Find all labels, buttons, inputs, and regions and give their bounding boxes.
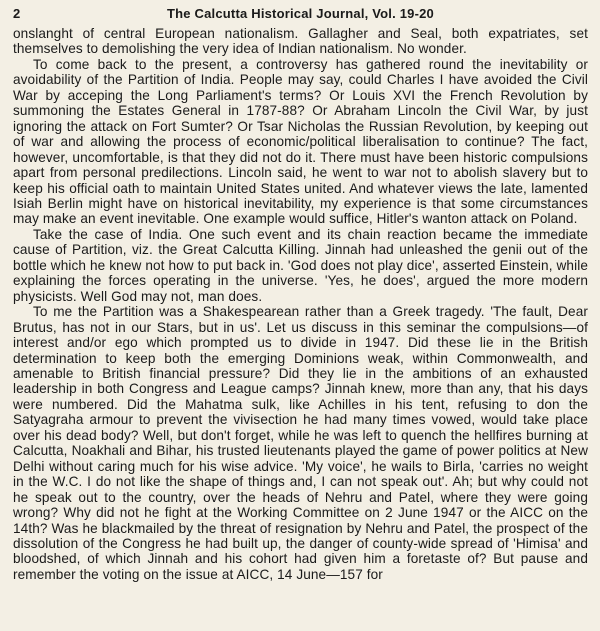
running-header bbox=[13, 4, 588, 26]
page-number: 2 bbox=[13, 6, 21, 21]
paragraph: To me the Partition was a Shakespearean rather than a Greek tragedy. 'The fault, Dear Brutus, has not in our Stars, but in us'. Let us discuss in this seminar the compulsions—of interest and/or ego which prompted us to divide in 1947. Did these lie in the British determination to keep both the emerging Dominions weak, within Commonwealth, and amenable to British financial pressure? Did they lie in the ambitions of an exhausted leadership in both Congress and League camps? Jinnah knew, more than any, that his days were numbered. Did the Mahatma sulk, like Achilles in his tent, refusing to don the Satyagraha armour to prevent the vivisection he had many times vowed, would take place over his dead body? Well, but don't forget, while he was left to quench the hellfires burning at Calcutta, Noakhali and Bihar, his trusted lieutenants played the game of power politics at New Delhi without caring much for his wise advice. 'My voice', he wails to Birla, 'carries no weight in the W.C. I do not like the shape of things and, I can not speak out'. Ah; but why could not he speak out to the country, over the heads of Nehru and Patel, where they were going wrong? Why did not he fight at the Working Committee on 2 June 1947 or the AICC on the 14th? Was he blackmailed by the threat of resignation by Nehru and Patel, the prospect of the dissolution of the Congress he had built up, the danger of county-wide spread of 'Himisa' and bloodshed, of which Jinnah and his cohort had given him a foretaste of? But pause and remember the voting on the issue at AICC, 14 June—157 for bbox=[13, 304, 588, 582]
article-body bbox=[13, 26, 588, 582]
paragraph: onslanght of central European nationalism. Gallagher and Seal, both expatriates, set themselves to demolishing the very idea of Indian nationalism. No wonder. bbox=[13, 26, 588, 57]
paragraph: To come back to the present, a controversy has gathered round the inevitability or avoidability of the Partition of India. People may say, could Charles I have avoided the Civil War by acceping the Long Parliament's terms? Or Louis XVI the French Revolution by summoning the Estates General in 1787-88? Or Abraham Lincoln the Civil War, by just ignoring the attack on Fort Sumter? Or Tsar Nicholas the Russian Revolution, by keeping out of war and allowing the process of economic/political liberalisation to continue? The fact, however, uncomfortable, is that they did not do it. There must have been historic compulsions apart from personal predilections. Lincoln said, he went to war not to abolish slavery but to keep his official oath to maintain United States united. And whatever views the late, lamented Isiah Berlin might have on historical inevitability, my experience is that some circumstances may make an event inevitable. One example would suffice, Hitler's wanton attack on Poland. bbox=[13, 56, 588, 227]
paragraph: Take the case of India. One such event and its chain reaction became the immediate cause of Partition, viz. the Great Calcutta Killing. Jinnah had unleashed the genii out of the bottle which he knew not how to put back in. 'God does not play dice', asserted Einstein, while explaining the forces operating in the universe. 'Yes, he does', argued the more modern physicists. Well God may not, man does. bbox=[13, 226, 588, 304]
journal-title: The Calcutta Historical Journal, Vol. 19-20 bbox=[167, 6, 434, 21]
